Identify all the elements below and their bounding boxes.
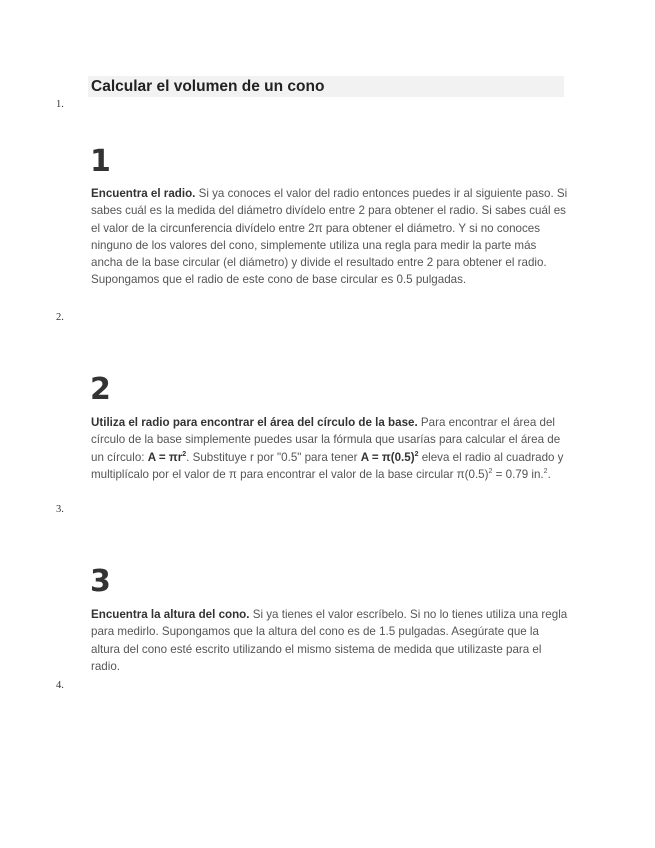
list-number-1: 1. (56, 99, 64, 110)
step-2-body-b: . Substituye r por "0.5" para tener (186, 450, 361, 464)
step-2-text (91, 414, 569, 483)
step-1-heading: Encuentra el radio. (91, 187, 196, 200)
step-2-sup-3: 2 (488, 467, 493, 475)
step-2-heading: Utiliza el radio para encontrar el área del círculo de la base. (91, 416, 418, 429)
step-number-3: 3 (90, 564, 111, 599)
step-2-formula-2: A = π(0.5) (360, 450, 415, 464)
step-3-body: Si ya tienes el valor escríbelo. Si no lo tienes utiliza una regla para medirlo. Supongamos que la altura del cono es de 1.5 pulgadas. Asegúrate que la altura del cono esté escrito utilizando el mismo sistema de medida que utilizaste para el radio. (91, 608, 568, 673)
page-title: Calcular el volumen de un cono (91, 78, 325, 95)
step-2-sup-2: 2 (414, 450, 419, 458)
list-number-4: 4. (56, 680, 64, 691)
step-2-body-c: eleva el radio al cuadrado y multiplícalo por el valor de π para encontrar el valor de la base circular π(0.5) (91, 450, 564, 481)
step-3-heading: Encuentra la altura del cono. (91, 608, 250, 621)
step-2-formula-1: A = πr (147, 450, 183, 464)
step-number-2: 2 (90, 372, 111, 407)
step-2-formula-area (148, 451, 186, 464)
step-3-text (91, 606, 569, 675)
step-2-body-d: = 0.79 in. (492, 467, 544, 481)
step-2-sup-4: 2 (543, 467, 548, 475)
step-1-body: Si ya conoces el valor del radio entonces puedes ir al siguiente paso. Si sabes cuál es la medida del diámetro divídelo entre 2 para obtener el radio. Si sabes cuál es el valor de la circunferencia divídelo entre 2π para obtener el diámetro. Y si no conoces ninguno de los valores del cono, simplemente utiliza una regla para medir la parte más ancha de la base circular (el diámetro) y divide el resultado entre 2 para obtener el radio. Supongamos que el radio de este cono de base circular es 0.5 pulgadas. (91, 187, 568, 287)
list-number-2: 2. (56, 312, 64, 323)
step-number-1: 1 (90, 144, 111, 179)
step-2-formula-sub (361, 451, 419, 464)
step-2-sup-1: 2 (182, 450, 187, 458)
step-1-text (91, 185, 569, 289)
step-2-body-e: . (547, 467, 551, 481)
list-number-3: 3. (56, 504, 64, 515)
step-2-body-a: Para encontrar el área del círculo de la base simplemente puedes usar la fórmula que usarías para calcular el área de un círculo: (91, 416, 561, 464)
